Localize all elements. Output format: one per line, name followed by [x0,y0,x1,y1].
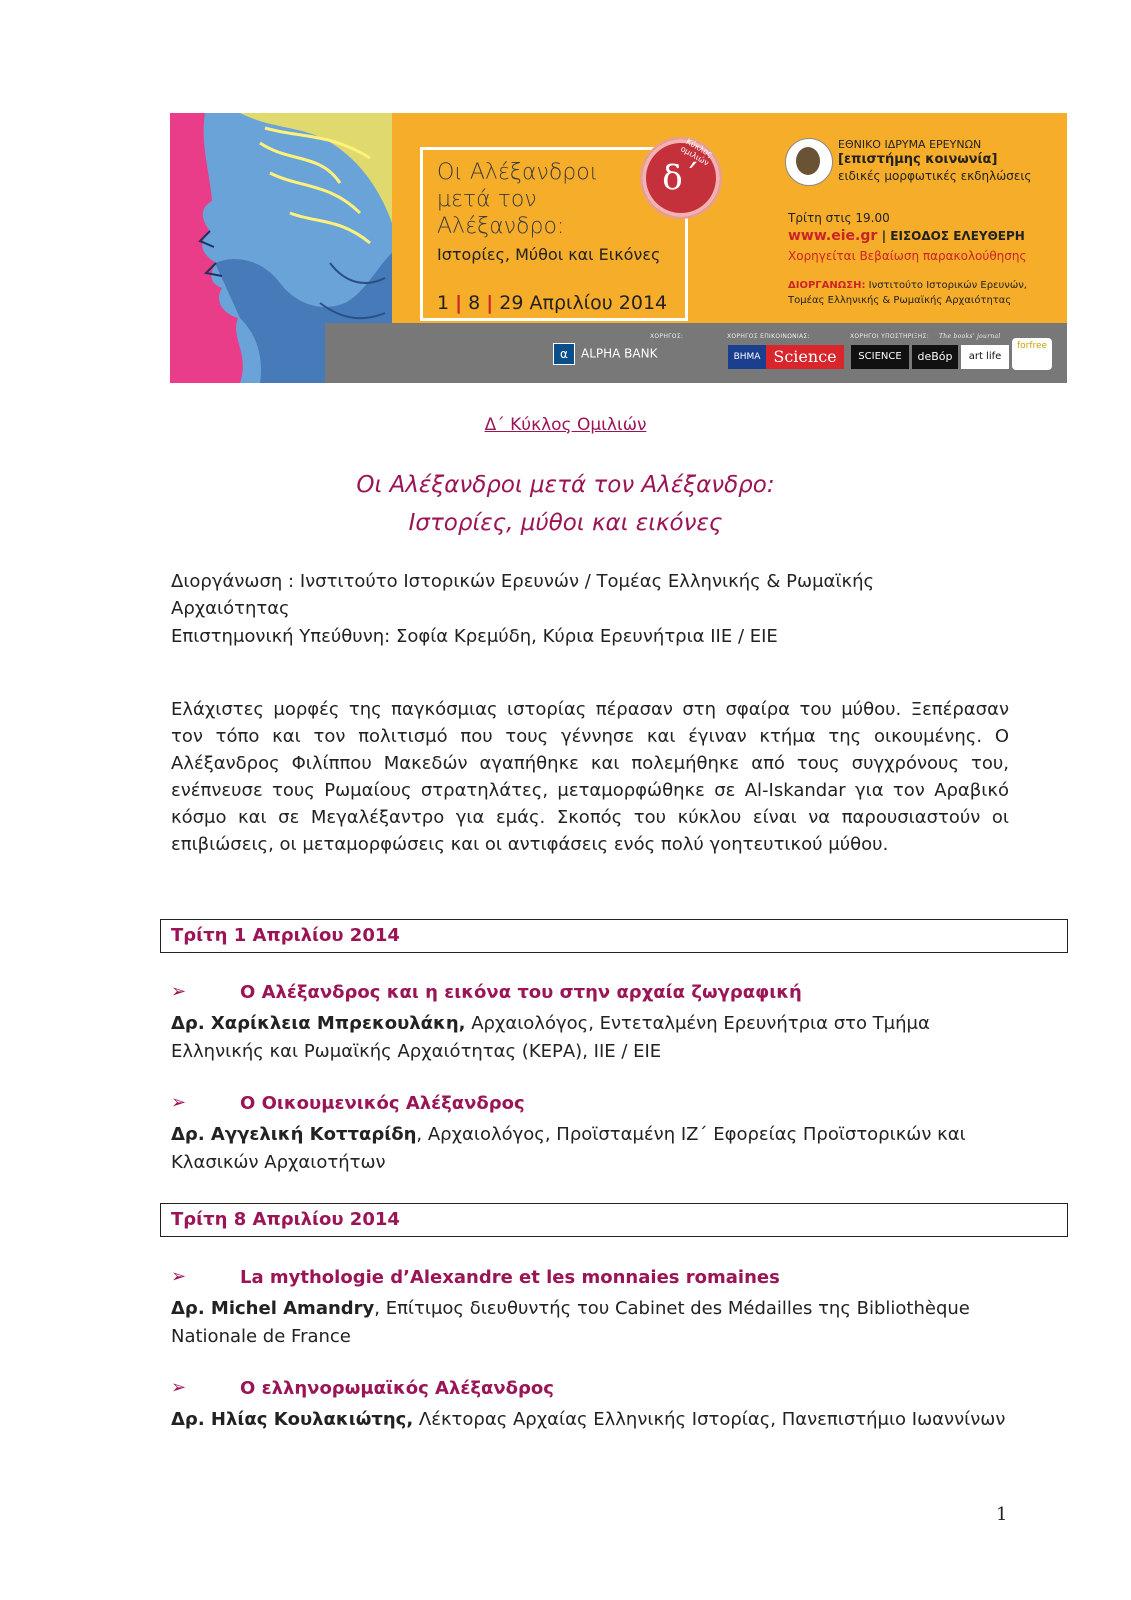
talk-3-title: La mythologie d’Alexandre et les monnaies romaines [240,1267,780,1288]
free-entry: | ΕΙΣΟΔΟΣ ΕΛΕΥΘΕΡΗ [881,229,1025,243]
talk-1-speaker-line [171,1010,930,1037]
day-1-heading: Τρίτη 1 Απριλίου 2014 [171,925,400,946]
date-month: Απριλίου 2014 [529,292,668,314]
main-title-line-1: Οι Αλέξανδροι μετά τον Αλέξανδρο: [356,472,775,498]
organizer-line-2: Τομέας Ελληνικής & Ρωμαϊκής Αρχαιότητας [788,295,1012,306]
certificate-note: Χορηγείται Βεβαίωση παρακολούθησης [788,249,1027,263]
event-url-line [788,228,1025,244]
talk-3-role-line-2: Nationale de France [171,1326,351,1347]
organization-line-2: Αρχαιότητας [171,598,290,619]
banner-dates [437,292,667,314]
talk-2-speaker: Δρ. Αγγελική Κοτταρίδη [171,1124,417,1145]
science-logo: Science [766,345,844,369]
page-number: 1 [996,1504,1008,1525]
date-1: 1 [437,292,450,314]
arrow-bullet-icon: ➢ [171,981,187,1002]
scientific-lead: Επιστημονική Υπεύθυνη: Σοφία Κρεμύδη, Κύρια Ερευνήτρια ΙΙΕ / ΕΙΕ [171,626,778,647]
talk-4-speaker: Δρ. Ηλίας Κουλακιώτης, [171,1409,414,1430]
talk-4-title: Ο ελληνορωμαϊκός Αλέξανδρος [240,1378,554,1399]
arrow-bullet-icon: ➢ [171,1266,187,1287]
science-illustrated-logo: SCIENCE [851,345,909,369]
banner-title-line-3: Αλέξανδρο: [437,214,565,239]
talk-3-speaker: Δρ. Michel Amandry [171,1298,375,1319]
books-journal-label: The books' journal [939,333,1001,340]
badge-letter: δ΄ [662,158,700,198]
cycle-heading: Δ΄ Κύκλος Ομιλιών [484,415,647,435]
date-3: 29 [499,292,524,314]
cycle-badge-icon [640,137,722,219]
banner-subtitle: Ιστορίες, Μύθοι και Εικόνες [437,245,661,264]
date-separator: | [486,292,494,314]
debop-logo: deBόp [912,345,958,369]
alpha-bank-logo: α ALPHA BANK [553,343,711,365]
sponsor-label: ΧΟΡΗΓΟΣ: [650,333,684,340]
talk-1-role-line-2: Ελληνικής και Ρωμαϊκής Αρχαιότητας (ΚΕΡΑ), ΙΙΕ / ΕΙΕ [171,1041,662,1062]
talk-2-role-line-2: Κλασικών Αρχαιοτήτων [171,1152,386,1173]
artlife-logo: art life [961,345,1009,369]
talk-1-title: Ο Αλέξανδρος και η εικόνα του στην αρχαία ζωγραφική [240,982,802,1003]
alpha-bank-icon: α [553,343,575,365]
event-time: Τρίτη στις 19.00 [788,211,890,225]
org-name: ΕΘΝΙΚΟ ΙΔΡΥΜΑ ΕΡΕΥΝΩΝ [838,138,982,151]
date-2: 8 [468,292,481,314]
support-sponsor-label: ΧΟΡΗΓΟΙ ΥΠΟΣΤΗΡΙΞΗΣ: [850,333,930,340]
arrow-bullet-icon: ➢ [171,1092,187,1113]
event-url[interactable]: www.eie.gr [788,228,878,244]
organizer-name: Ινστιτούτο Ιστορικών Ερευνών, [868,280,1027,291]
eie-seal-logo [785,138,833,186]
organization-line-1: Διοργάνωση : Ινστιτούτο Ιστορικών Ερευνών / Τομέας Ελληνικής & Ρωμαϊκής [171,571,875,592]
talk-4-speaker-line [171,1406,1005,1433]
talk-1-speaker: Δρ. Χαρίκλεια Μπρεκουλάκη, [171,1013,466,1034]
badge-circle-text: Κύκλος ομιλιών [678,136,715,168]
talk-2-role: , Αρχαιολόγος, Προϊσταμένη ΙΖ΄ Εφορείας Προϊστορικών και [416,1124,966,1145]
forfree-logo: forfree [1012,338,1052,370]
day-1-box [160,919,1068,953]
talk-2-title: Ο Οικουμενικός Αλέξανδρος [240,1093,525,1114]
org-tagline: [επιστήμης κοινωνία] [838,152,998,167]
date-separator: | [455,292,463,314]
talk-2-speaker-line [171,1121,966,1148]
day-2-heading: Τρίτη 8 Απριλίου 2014 [171,1209,400,1230]
intro-paragraph: Ελάχιστες μορφές της παγκόσμιας ιστορίας πέρασαν στη σφαίρα του μύθου. Ξεπέρασαν τον τόπο και τον πολιτισμό που τους γέννησε και έγιναν κτήμα της οικουμένης. Ο Αλέξανδρος Φιλίππου Μακεδών αγαπήθηκε και πολεμήθηκε από τους συγχρόνους του, ενέπνευσε τους Ρωμαίους στρατηλάτες, μεταμορφώθηκε σε Al-Iskandar για τον Αραβικό κόσμο και σε Μεγαλέξαντρο για εμάς. Σκοπός του κύκλου είναι να παρουσιαστούν οι επιβιώσεις, οι μεταμορφώσεις και οι αντιφάσεις ενός πολύ γοητευτικού μύθου. [171,699,1009,855]
talk-3-speaker-line [171,1295,970,1322]
organizer-label: ΔΙΟΡΓΑΝΩΣΗ: [788,280,866,291]
org-sub: ειδικές μορφωτικές εκδηλώσεις [838,169,1032,183]
organizer-line-1 [788,280,1027,291]
arrow-bullet-icon: ➢ [171,1377,187,1398]
main-title-line-2: Ιστορίες, μύθοι και εικόνες [408,510,723,536]
vima-logo: BHMA [728,345,766,369]
talk-3-role: , Επίτιμος διευθυντής του Cabinet des Médailles της Bibliothèque [374,1298,970,1319]
comm-sponsor-label: ΧΟΡΗΓΟΣ ΕΠΙΚΟΙΝΩΝΙΑΣ: [727,333,810,340]
talk-1-role: Αρχαιολόγος, Εντεταλμένη Ερευνήτρια στο Τμήμα [465,1013,930,1034]
talk-4-role: Λέκτορας Αρχαίας Ελληνικής Ιστορίας, Πανεπιστήμιο Ιωαννίνων [413,1409,1006,1430]
banner-title-line-1: Οι Αλέξανδροι [437,160,599,185]
day-2-box [160,1203,1068,1237]
banner-title-line-2: μετά τον [437,187,537,212]
